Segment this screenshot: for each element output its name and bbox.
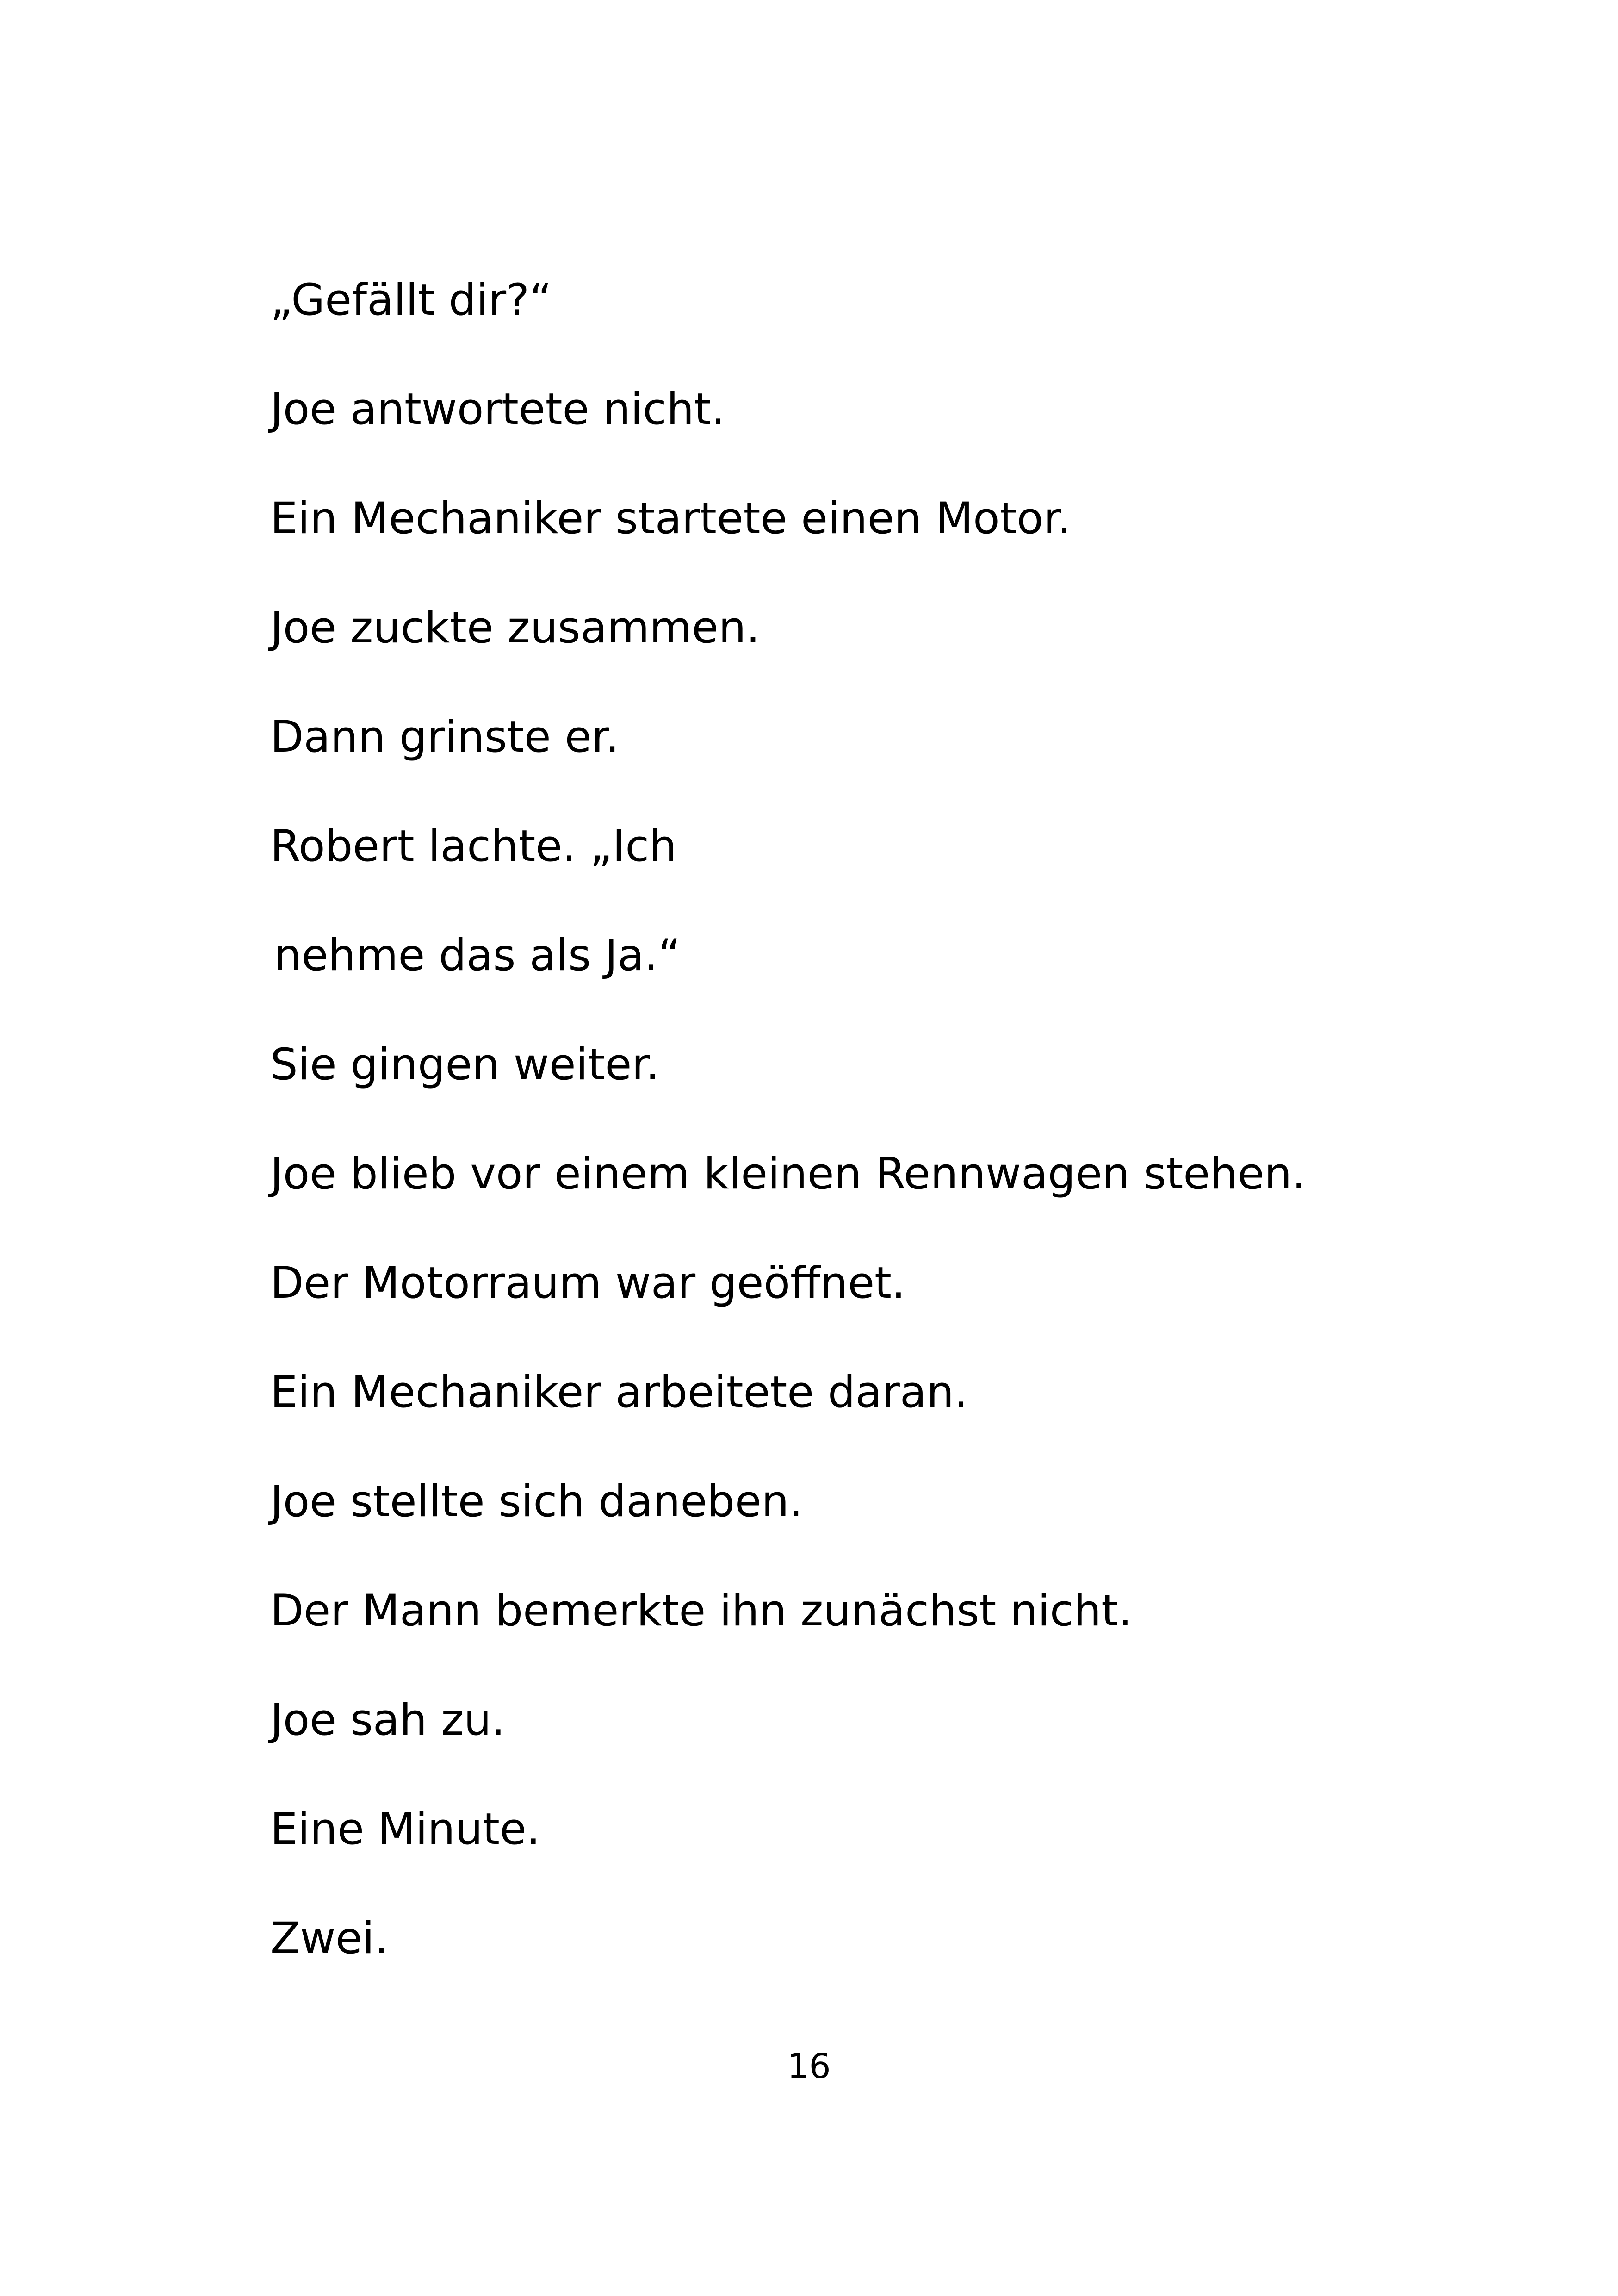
text-line: Joe antwortete nicht. (270, 384, 725, 435)
page-number: 16 (787, 2047, 831, 2086)
text-line: „Gefällt dir?“ (270, 275, 552, 325)
text-line: Eine Minute. (270, 1804, 540, 1854)
text-line: Sie gingen weiter. (270, 1039, 660, 1090)
text-line: Joe zuckte zusammen. (270, 603, 760, 653)
text-line: nehme das als Ja.“ (274, 930, 681, 981)
body-text (270, 274, 1519, 2022)
text-line: Dann grinste er. (270, 712, 620, 762)
text-line: Zwei. (270, 1913, 389, 1964)
text-line: Ein Mechaniker startete einen Motor. (270, 493, 1071, 544)
text-line: Joe stellte sich daneben. (270, 1476, 803, 1527)
text-line: Der Mann bemerkte ihn zunächst nicht. (270, 1586, 1132, 1636)
text-line: Robert lachte. „Ich (270, 821, 677, 871)
text-line: Ein Mechaniker arbeitete daran. (270, 1367, 968, 1418)
text-line: Der Motorraum war geöffnet. (270, 1258, 905, 1308)
text-line: Joe blieb vor einem kleinen Rennwagen stehen. (270, 1149, 1306, 1199)
text-line: Joe sah zu. (270, 1695, 505, 1745)
